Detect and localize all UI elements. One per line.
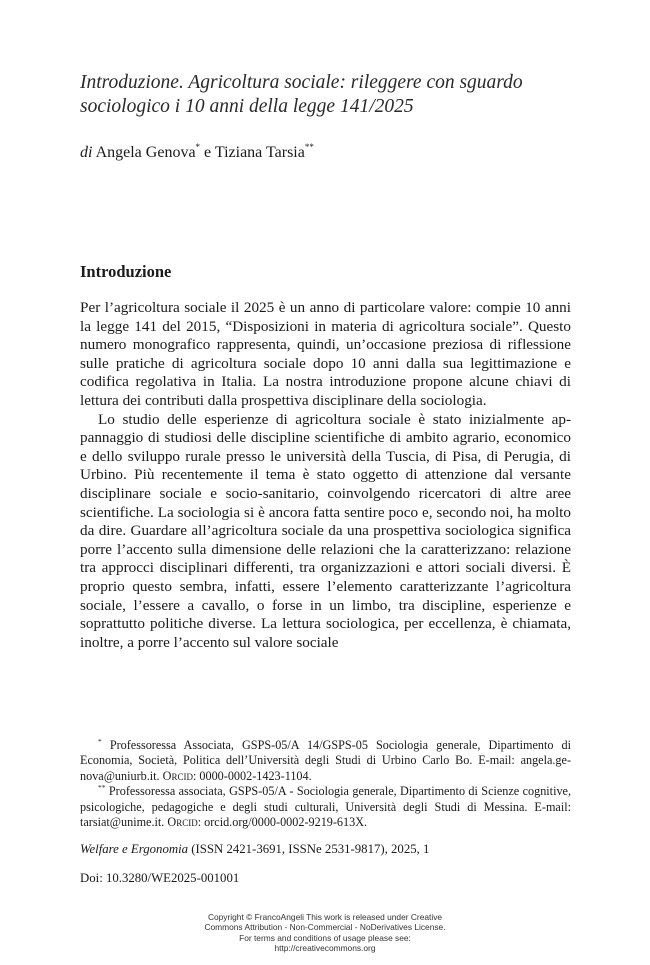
orcid-label-2: Orcid	[167, 815, 198, 830]
license-notice	[150, 912, 500, 953]
section-heading: Introduzione	[80, 262, 172, 281]
byline-prefix: di	[80, 144, 93, 161]
footnote-mark-2: **	[98, 783, 106, 793]
orcid-value-1: : 0000-0002-1423-1104.	[192, 768, 312, 783]
orcid-label-1: Orcid	[162, 768, 193, 783]
title-line-2: sociologico i 10 anni della legge 141/2025	[80, 96, 414, 117]
body-text	[80, 299, 571, 652]
author-name-1: Angela Genova	[95, 144, 196, 161]
author-byline	[80, 143, 314, 163]
author-name-2: Tiziana Tarsia	[214, 144, 305, 161]
footnote-2	[80, 784, 571, 830]
orcid-value-2: : orcid.org/0000-0002-9219-613X.	[197, 815, 368, 830]
license-line-2: Commons Attribution - Non-Commercial - NoDerivatives License.	[204, 922, 446, 933]
footnote-text-2: Professoressa associata, GSPS-05/A - Sociologia generale, Dipartimento di Scienze cognitive, psicologiche, pedagogiche e degli studi culturali, Università degli Studi di Messina. E-mail: tarsiat@unime.it.	[80, 784, 572, 830]
author-footnote-mark-2: **	[304, 141, 314, 152]
footnote-text-1: Professoressa Associata, GSPS-05/A 14/GSPS-05 Sociologia generale, Dipartimento di Economia, Società, Politica dell’Università degli Studi di Urbino Carlo Bo. E-mail: angela.genova@uniurb.it.	[80, 738, 572, 783]
license-line-3: For terms and conditions of usage please see:	[239, 932, 411, 943]
journal-citation	[80, 841, 429, 857]
paragraph-1: Per l’agricoltura sociale il 2025 è un anno di particolare valore: compie 10 anni la legge 141 del 2015, “Disposizioni in materia di agricoltura sociale”. Questo numero monografico rappresenta, quindi, un’occasione preziosa di riflessione sulle pratiche di agricoltura sociale dopo 10 anni dalla sua legittimazione e codifica regolativa in Italia. La nostra introduzione propone alcune chiavi di lettura dei contributi dalla prospettiva disciplinare della sociologia.	[80, 299, 571, 409]
article-title	[80, 71, 580, 119]
journal-details: (ISSN 2421-3691, ISSNe 2531-9817), 2025, 1	[188, 842, 430, 856]
footnote-mark-1: *	[98, 736, 102, 746]
footnotes	[80, 738, 571, 830]
doi-line: Doi: 10.3280/WE2025-001001	[80, 871, 240, 885]
journal-name: Welfare e Ergonomia	[80, 842, 189, 856]
license-line-1: Copyright © FrancoAngeli This work is released under Creative	[207, 912, 443, 922]
title-line-1: Introduzione. Agricoltura sociale: rileggere con sguardo	[80, 72, 523, 93]
license-link[interactable]: http://creativecommons.org	[274, 942, 376, 953]
byline-conjunction: e	[204, 144, 212, 161]
paragraph-2: Lo studio delle esperienze di agricoltura sociale è stato inizialmente appannaggio di studiosi delle discipline scientifiche di ambito agrario, economico e dello sviluppo rurale presso le università della Tuscia, di Pisa, di Perugia, di Urbino. Più recentemente il tema è stato oggetto di attenzione dal versante disciplinare sociale e socio-sanitario, coinvolgendo ricercatori di altre aree scientifiche. La sociologia si è ancora fatta sentire poco e, secondo noi, ha molto da dire. Guardare all’agricoltura sociale da una prospettiva sociologica significa porre l’accento sulla dimensione delle relazioni che la caratterizzano: relazione tra approcci disciplinari differenti, tra organizzazioni e attori sociali diversi. È proprio questo sembra, infatti, essere l’elemento caratterizzante l’agricoltura sociale, l’essere a cavallo, o forse in un limbo, tra discipline, esperienze e soprattutto politiche diverse. La lettura sociologica, per eccellenza, è chiamata, inoltre, a porre l’accento sul valore sociale	[80, 410, 571, 651]
footnote-1	[80, 738, 571, 784]
author-footnote-mark-1: *	[195, 141, 201, 152]
